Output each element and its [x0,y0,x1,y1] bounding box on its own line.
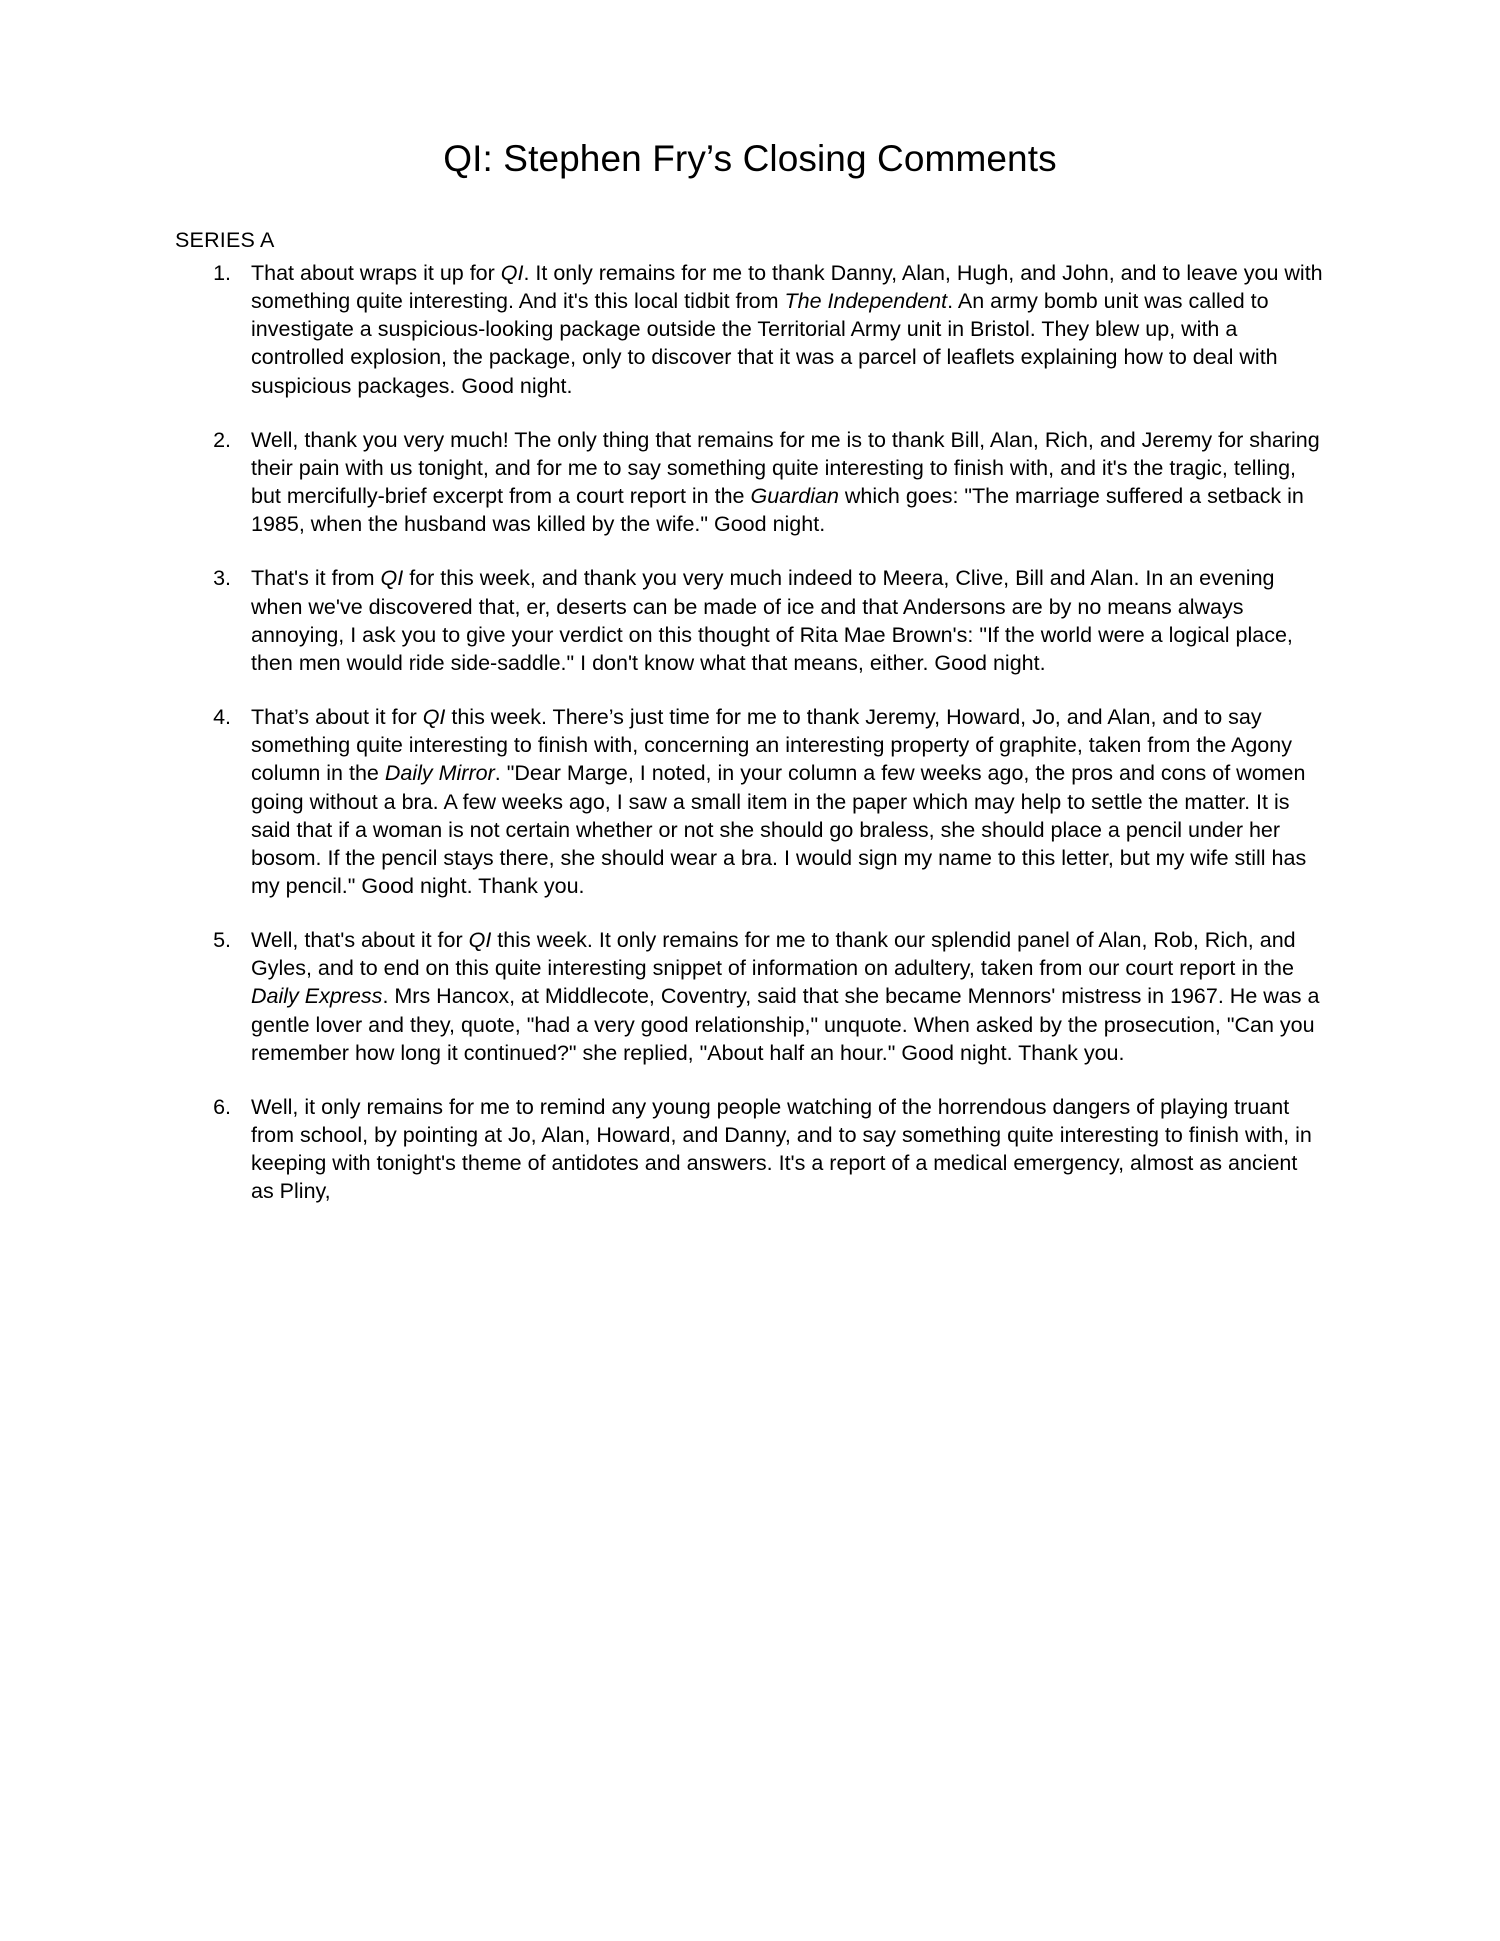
section-heading-series-a: SERIES A [175,228,275,252]
list-item [237,926,1325,1067]
list-item [237,1093,1325,1206]
page-title: QI: Stephen Fry’s Closing Comments [443,138,1057,179]
entry-text: 6. Well, it only remains for me to remind any young people watching of the horrendous dangers of playing truant from school, by pointing at Jo, Alan, Howard, and Danny, and to say something quite interesting to finish with, in keeping with tonight's theme of antidotes and answers. It's a report of a medical emergency, almost as ancient as Pliny, [251,1094,1312,1204]
entry-text: 5. Well, that's about it for QI this week. It only remains for me to thank our splendid panel of Alan, Rob, Rich, and Gyles, and to end on this quite interesting snippet of information on adultery, taken from our court report in the Daily Express. Mrs Hancox, at Middlecote, Coventry, said that she became Mennors' mistress in 1967. He was a gentle lover and they, quote, "had a very good relationship," unquote. When asked by the prosecution, "Can you remember how long it continued?" she replied, "About half an hour." Good night. Thank you. [251,928,1320,1065]
list-item [237,703,1325,900]
list-item [237,564,1325,677]
list-item [237,259,1325,400]
list-item [237,426,1325,539]
entry-text: 2. Well, thank you very much! The only thing that remains for me is to thank Bill, Alan, Rich, and Jeremy for sharing their pain with us tonight, and for me to say something quite interesting to finish with, and it's the tragic, telling, but mercifully-brief excerpt from a court report in the Guardian which goes: "The marriage suffered a setback in 1985, when the husband was killed by the wife." Good night. [251,427,1320,537]
entry-text: 1. That about wraps it up for QI. It only remains for me to thank Danny, Alan, Hugh, and John, and to leave you with something quite interesting. And it's this local tidbit from The Independent. An army bomb unit was called to investigate a suspicious-looking package outside the Territorial Army unit in Bristol. They blew up, with a controlled explosion, the package, only to discover that it was a parcel of leaflets explaining how to deal with suspicious packages. Good night. [251,261,1323,398]
closing-comments-list [175,259,1325,1206]
entry-text: 4. That’s about it for QI this week. There’s just time for me to thank Jeremy, Howard, Jo, and Alan, and to say something quite interesting to finish with, concerning an interesting property of graphite, taken from the Agony column in the Daily Mirror. "Dear Marge, I noted, in your column a few weeks ago, the pros and cons of women going without a bra. A few weeks ago, I saw a small item in the paper which may help to settle the matter. It is said that if a woman is not certain whether or not she should go braless, she should place a pencil under her bosom. If the pencil stays there, she should wear a bra. I would sign my name to this letter, but my wife still has my pencil." Good night. Thank you. [251,705,1307,898]
entry-text: 3. That's it from QI for this week, and thank you very much indeed to Meera, Clive, Bill and Alan. In an evening when we've discovered that, er, deserts can be made of ice and that Andersons are by no means always annoying, I ask you to give your verdict on this thought of Rita Mae Brown's: "If the world were a logical place, then men would ride side-saddle." I don't know what that means, either. Good night. [251,566,1293,675]
